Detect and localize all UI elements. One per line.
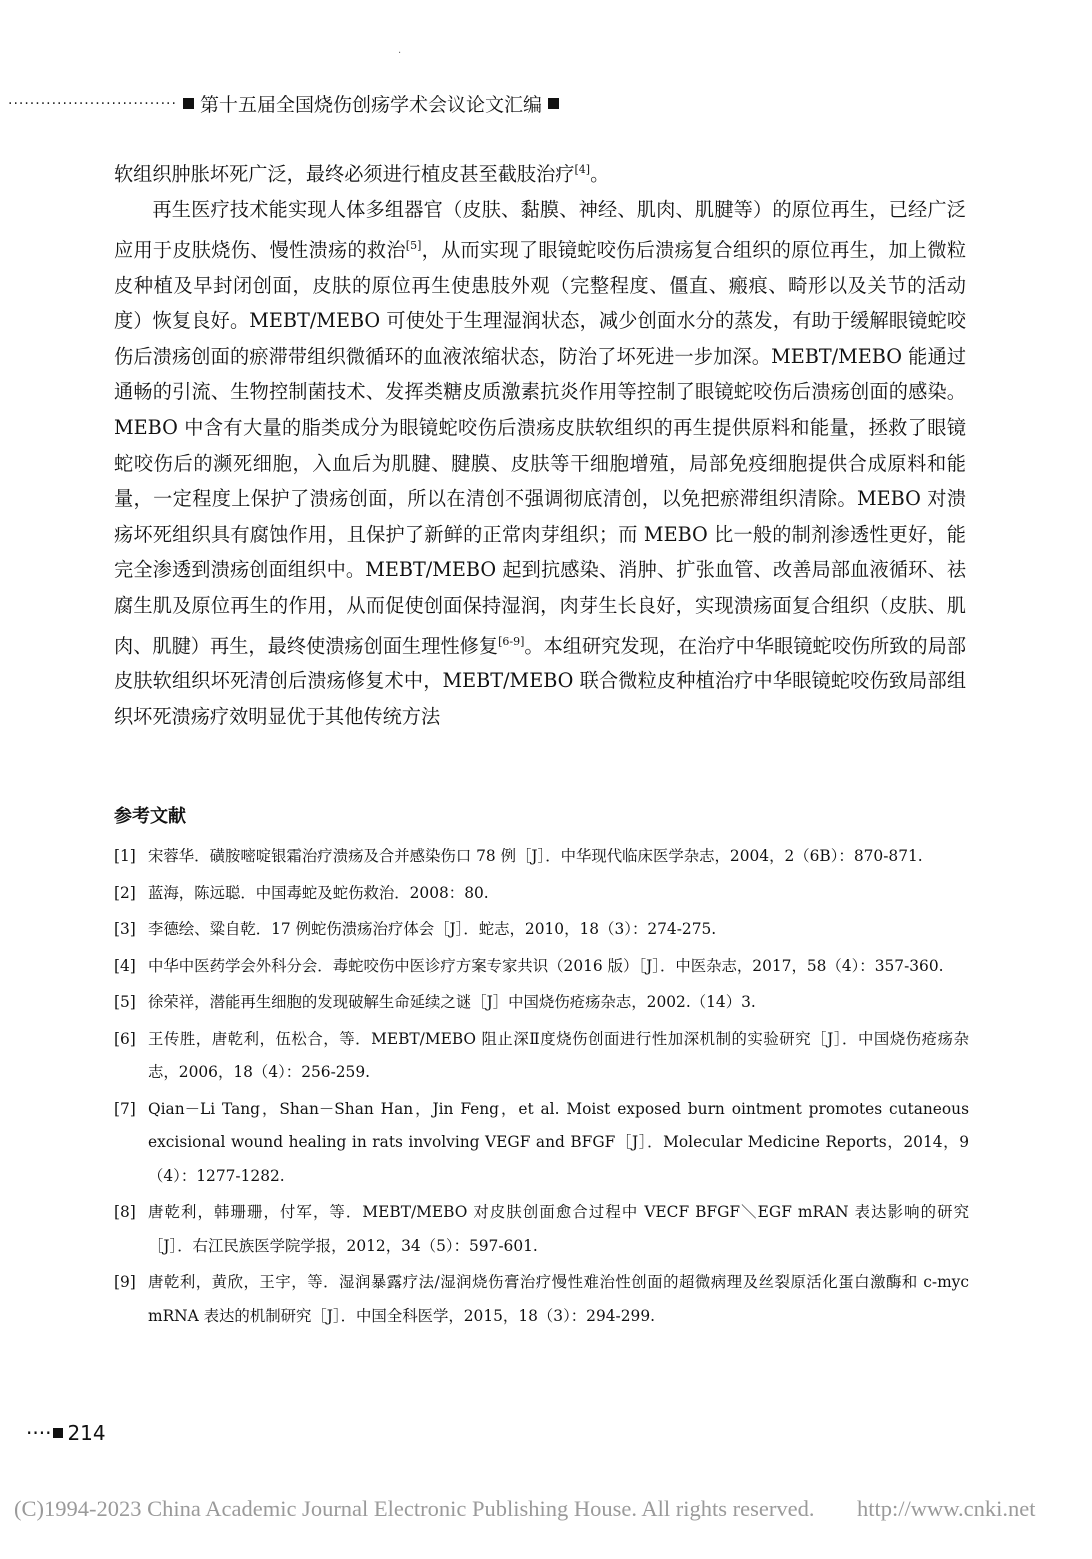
citation: [6-9] — [498, 634, 525, 648]
text-run: 软组织肿胀坏死广泛，最终必须进行植皮甚至截肢治疗 — [114, 162, 575, 186]
running-header — [8, 90, 565, 117]
paragraph — [114, 192, 966, 735]
paragraph — [114, 152, 966, 192]
top-mark: · — [398, 48, 402, 59]
reference-text: 宋蓉华．磺胺嘧啶银霜治疗溃疡及合并感染伤口 78 例［J］．中华现代临床医学杂志，2004，2（6B）：870-871. — [148, 847, 923, 865]
header-square-icon — [548, 98, 559, 109]
reference-list — [114, 840, 969, 1336]
reference-text: 蓝海，陈远聪．中国毒蛇及蛇伤救治．2008：80. — [148, 883, 489, 902]
reference-text: Qian－Li Tang，Shan－Shan Han，Jin Feng，et al. Moist exposed burn ointment promotes cutaneous excisional wound healing in rats involving VEGF and BFGF［J］．Molecular Medicine Reports，2014，9（4）：1277-1282. — [148, 1099, 969, 1185]
header-leader-dots: ······························· — [8, 95, 177, 112]
reference-number: [9] — [114, 1273, 136, 1291]
reference-number: [1] — [114, 847, 136, 865]
reference-number: [5] — [114, 993, 136, 1011]
citation: [5] — [405, 238, 422, 252]
reference-number: [2] — [114, 883, 136, 902]
reference-item — [114, 1093, 969, 1194]
reference-item — [114, 840, 969, 874]
text-run: 再生医疗技术能实现人体多组器官（皮肤、黏膜、神经、肌肉、肌腱等）的原位再生，已经广泛应用于皮肤烧伤、慢性溃疡的救治 — [114, 197, 966, 261]
reference-item — [114, 986, 969, 1020]
reference-item — [114, 1023, 969, 1090]
reference-number: [4] — [114, 956, 136, 975]
text-run: 。 — [590, 162, 610, 186]
page-number-value: 214 — [67, 1421, 106, 1445]
text-run: 。本组研究发现，在治疗中华眼镜蛇咬伤所致的局部皮肤软组织坏死清创后溃疡修复术中，MEBT/MEBO 联合微粒皮种植治疗中华眼镜蛇咬伤致局部组织坏死溃疡疗效明显优于其他传统方法 — [114, 633, 967, 729]
reference-item — [114, 1266, 969, 1333]
reference-item — [114, 877, 969, 911]
header-square-icon — [183, 98, 194, 109]
body-text — [114, 152, 966, 735]
page-number — [26, 1421, 106, 1445]
reference-item — [114, 1196, 969, 1263]
reference-item — [114, 913, 969, 947]
reference-text: 王传胜，唐乾利，伍松合，等．MEBT/MEBO 阻止深Ⅱ度烧伤创面进行性加深机制的实验研究［J］．中国烧伤疮疡杂志，2006，18（4）：256-259. — [148, 1029, 969, 1081]
reference-item — [114, 950, 969, 984]
text-run: ，从而实现了眼镜蛇咬伤后溃疡复合组织的原位再生，加上微粒皮种植及早封闭创面，皮肤的原位再生使患肢外观（完整程度、僵直、瘢痕、畸形以及关节的活动度）恢复良好。MEBT/MEBO 可使处于生理湿润状态，减少创面水分的蒸发，有助于缓解眼镜蛇咬伤后溃疡创面的瘀滞带组织微循环的血液浓缩状态，防治了坏死进一步加深。MEBT/MEBO 能通过通畅的引流、生物控制菌技术、发挥类糖皮质激素抗炎作用等控制了眼镜蛇咬伤后溃疡创面的感染。MEBO 中含有大量的脂类成分为眼镜蛇咬伤后溃疡皮肤软组织的再生提供原料和能量，拯救了眼镜蛇咬伤后的濒死细胞，入血后为肌腱、腱膜、皮肤等干细胞增殖，局部免疫细胞提供合成原料和能量，一定程度上保护了溃疡创面，所以在清创不强调彻底清创，以免把瘀滞组织清除。MEBO 对溃疡坏死组织具有腐蚀作用，且保护了新鲜的正常肉芽组织；而 MEBO 比一般的制剂渗透性更好，能完全渗透到溃疡创面组织中。MEBT/MEBO 起到抗感染、消肿、扩张血管、改善局部血液循环、祛腐生肌及原位再生的作用，从而促使创面保持湿润，肉芽生长良好，实现溃疡面复合组织（皮肤、肌肉、肌腱）再生，最终使溃疡创面生理性修复 — [114, 237, 967, 657]
reference-number: [8] — [114, 1203, 136, 1221]
reference-text: 李德绘、粱自乾．17 例蛇伤溃疡治疗体会［J］．蛇志，2010，18（3）：274-275. — [148, 920, 717, 938]
reference-number: [3] — [114, 920, 136, 938]
copyright-footer — [14, 1496, 1084, 1522]
header-title: 第十五届全国烧伤创疡学术会议论文汇编 — [199, 94, 542, 116]
copyright-text: (C)1994-2023 China Academic Journal Electronic Publishing House. All rights reserved. — [14, 1496, 815, 1521]
citation: [4] — [574, 163, 591, 176]
reference-text: 中华中医药学会外科分会．毒蛇咬伤中医诊疗方案专家共识（2016 版）［J］．中医杂志，2017，58（4）：357-360. — [148, 956, 944, 975]
footer-url-link[interactable]: http://www.cnki.net — [857, 1496, 1036, 1521]
reference-text: 徐荣祥，潜能再生细胞的发现破解生命延续之谜［J］中国烧伤疮疡杂志，2002.（14）3. — [148, 993, 756, 1011]
reference-number: [7] — [114, 1099, 136, 1118]
references-heading: 参考文献 — [114, 806, 186, 827]
reference-number: [6] — [114, 1029, 136, 1048]
page-leader-dots: ···· — [26, 1421, 52, 1445]
page-square-icon — [53, 1428, 63, 1438]
reference-text: 唐乾利，韩珊珊，付军，等．MEBT/MEBO 对皮肤创面愈合过程中 VECF BFGF＼EGF mRAN 表达影响的研究［J］．右江民族医学院学报，2012，34（5）：597-601. — [148, 1203, 969, 1255]
reference-text: 唐乾利，黄欣，王宇，等．湿润暴露疗法/湿润烧伤膏治疗慢性难治性创面的超微病理及丝裂原活化蛋白激酶和 c-myc mRNA 表达的机制研究［J］．中国全科医学，2015，18（3）：294-299. — [148, 1273, 969, 1325]
